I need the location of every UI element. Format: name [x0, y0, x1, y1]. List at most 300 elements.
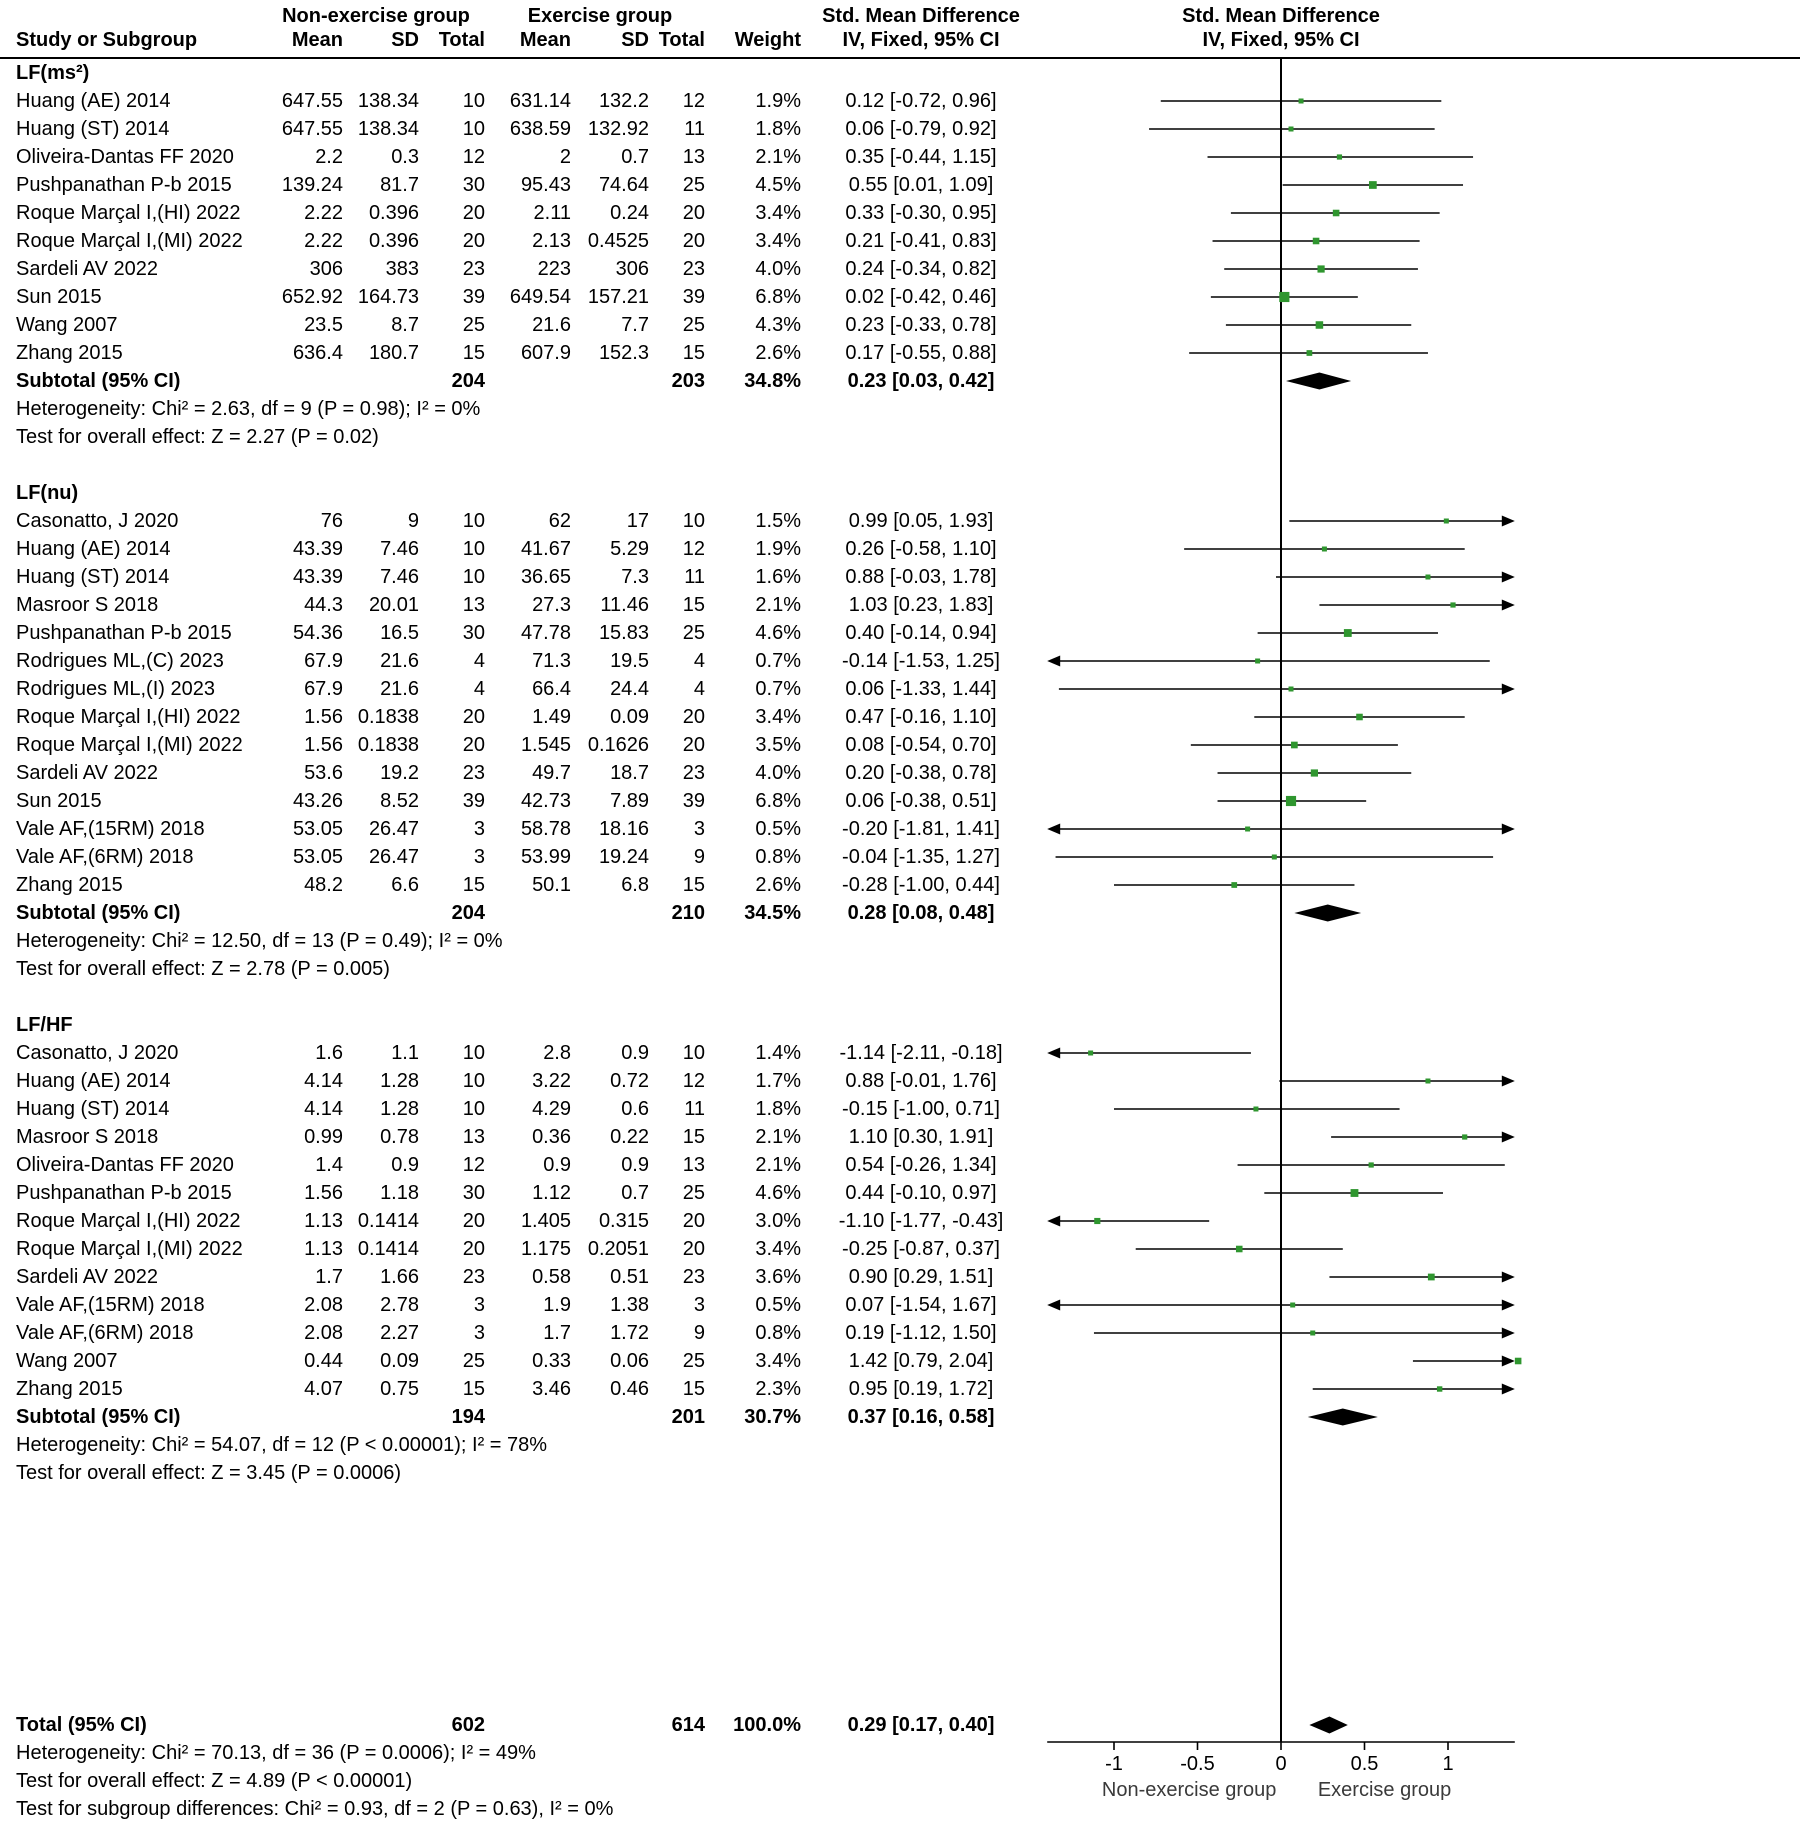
smd-ci-text: 0.55 [0.01, 1.09] [848, 174, 994, 196]
table-header [0, 0, 1800, 59]
col-header-ci-method: IV, Fixed, 95% CI [842, 29, 1000, 51]
exercise-mean: 631.14 [509, 90, 571, 112]
exercise-mean: 2.8 [543, 1042, 571, 1064]
exercise-mean: 21.6 [532, 314, 571, 336]
control-mean: 0.99 [304, 1126, 343, 1148]
ci-plot-svg [1036, 759, 1800, 787]
exercise-mean: 66.4 [532, 678, 571, 700]
control-sd: 138.34 [357, 118, 419, 140]
col-header-weight: Weight [734, 29, 801, 51]
exercise-mean: 58.78 [520, 818, 571, 840]
ci-plot-svg [1036, 591, 1800, 619]
ci-plot [1036, 1235, 1800, 1263]
study-row [0, 871, 1800, 899]
exercise-total: 12 [682, 90, 705, 112]
arrow-left [1047, 1048, 1060, 1059]
smd-ci-text: 0.99 [0.05, 1.93] [848, 510, 994, 532]
weight: 2.3% [755, 1378, 801, 1400]
exercise-total: 15 [682, 342, 705, 364]
control-total: 194 [451, 1406, 485, 1428]
ci-plot [1036, 731, 1800, 759]
weight: 0.5% [755, 818, 801, 840]
point-estimate-marker [1322, 547, 1327, 552]
effect-test-note [0, 1459, 1800, 1487]
point-estimate-marker [1444, 519, 1449, 524]
control-total: 12 [462, 1154, 485, 1176]
control-total: 10 [462, 566, 485, 588]
ci-plot-svg [1036, 1067, 1800, 1095]
point-estimate-marker [1316, 321, 1324, 329]
subgroup-differences-note [0, 1795, 1800, 1823]
exercise-sd: 17 [626, 510, 649, 532]
exercise-total: 11 [684, 566, 705, 588]
ci-plot [1036, 87, 1800, 115]
ci-plot [1036, 647, 1800, 675]
smd-ci-text: 0.19 [-1.12, 1.50] [845, 1322, 997, 1344]
ci-plot [1036, 899, 1800, 927]
weight: 0.8% [755, 1322, 801, 1344]
point-estimate-marker [1425, 1079, 1430, 1084]
control-mean: 53.05 [292, 846, 343, 868]
study-name: Vale AF,(6RM) 2018 [16, 846, 194, 868]
subgroup-differences-note-text: Test for subgroup differences: Chi² = 0.93, df = 2 (P = 0.63), I² = 0% [16, 1798, 614, 1820]
exercise-mean: 0.33 [532, 1350, 571, 1372]
control-sd: 1.28 [380, 1098, 419, 1120]
study-row [0, 1291, 1800, 1319]
study-name: Casonatto, J 2020 [16, 510, 179, 532]
ci-plot-svg [1036, 115, 1800, 143]
ci-plot-svg [1036, 143, 1800, 171]
exercise-sd [576, 1403, 654, 1431]
smd-ci-text: 0.95 [0.19, 1.72] [848, 1378, 994, 1400]
ci-plot-svg [1036, 815, 1800, 843]
control-mean: 44.3 [304, 594, 343, 616]
subtotal-row [0, 899, 1800, 927]
effect-test-note [0, 955, 1800, 983]
ci-plot [1036, 339, 1800, 367]
weight: 4.0% [755, 258, 801, 280]
arrow-right [1502, 572, 1515, 583]
exercise-mean: 2.11 [533, 202, 571, 224]
arrow-right [1502, 516, 1515, 527]
ci-plot-svg [1036, 563, 1800, 591]
col-header-smd-values: Std. Mean Difference [822, 5, 1020, 27]
study-row [0, 703, 1800, 731]
ci-plot [1036, 871, 1800, 899]
heterogeneity-note-text: Heterogeneity: Chi² = 54.07, df = 12 (P < 0.00001); I² = 78% [16, 1434, 548, 1456]
ci-plot-svg [1036, 703, 1800, 731]
smd-ci-text: 0.26 [-0.58, 1.10] [845, 538, 997, 560]
control-mean: 4.14 [304, 1070, 343, 1092]
ci-plot-svg [1036, 1207, 1800, 1235]
ci-plot [1036, 1263, 1800, 1291]
control-mean: 1.6 [315, 1042, 343, 1064]
exercise-total: 20 [682, 1210, 705, 1232]
study-row [0, 311, 1800, 339]
control-total: 23 [462, 258, 485, 280]
control-mean: 2.22 [304, 230, 343, 252]
exercise-total: 12 [682, 1070, 705, 1092]
study-name: Pushpanathan P-b 2015 [16, 1182, 232, 1204]
control-mean: 306 [309, 258, 343, 280]
weight: 4.5% [755, 174, 801, 196]
study-name: Sardeli AV 2022 [16, 258, 158, 280]
study-name: Sun 2015 [16, 286, 102, 308]
col-header-ci-method-plot: IV, Fixed, 95% CI [1202, 29, 1360, 51]
study-row [0, 199, 1800, 227]
ci-plot-svg [1036, 1347, 1800, 1375]
control-total: 15 [462, 874, 485, 896]
effect-test-note-text: Test for overall effect: Z = 2.78 (P = 0.005) [16, 958, 390, 980]
control-mean: 1.56 [304, 734, 343, 756]
weight: 34.8% [744, 370, 801, 392]
control-sd: 0.1838 [357, 734, 419, 756]
study-row [0, 339, 1800, 367]
exercise-total: 12 [682, 538, 705, 560]
exercise-total: 23 [682, 1266, 705, 1288]
study-row [0, 227, 1800, 255]
control-total: 10 [462, 118, 485, 140]
ci-plot [1036, 199, 1800, 227]
ci-plot [1036, 367, 1800, 395]
weight: 4.6% [755, 1182, 801, 1204]
ci-plot-svg [1036, 675, 1800, 703]
control-total: 23 [462, 1266, 485, 1288]
exercise-sd: 7.7 [621, 314, 649, 336]
exercise-total: 25 [682, 1182, 705, 1204]
spacer-row [0, 1543, 1800, 1571]
ci-plot-svg [1036, 1039, 1800, 1067]
pooled-diamond [1294, 905, 1361, 922]
control-mean: 76 [320, 510, 343, 532]
study-name: Sardeli AV 2022 [16, 1266, 158, 1288]
study-row [0, 1235, 1800, 1263]
ci-plot [1036, 1179, 1800, 1207]
control-total: 12 [462, 146, 485, 168]
ci-plot [1036, 1151, 1800, 1179]
control-mean: 0.44 [304, 1350, 343, 1372]
point-estimate-marker [1369, 181, 1377, 189]
exercise-sd: 0.315 [598, 1210, 649, 1232]
control-total: 3 [473, 846, 485, 868]
control-sd: 1.66 [380, 1266, 419, 1288]
spacer-row [0, 1655, 1800, 1683]
x-tick-label: -0.5 [1180, 1753, 1215, 1775]
point-estimate-marker [1245, 827, 1250, 832]
exercise-sd: 1.72 [610, 1322, 649, 1344]
point-estimate-marker [1286, 796, 1296, 806]
smd-ci-text: 0.20 [-0.38, 0.78] [845, 762, 997, 784]
control-mean [262, 367, 348, 395]
study-name: Zhang 2015 [16, 1378, 123, 1400]
ci-plot [1036, 675, 1800, 703]
subgroup-header-row [0, 59, 1800, 87]
smd-ci-text: 0.28 [0.08, 0.48] [847, 902, 995, 924]
control-mean: 1.13 [304, 1238, 343, 1260]
ci-plot [1036, 591, 1800, 619]
control-total: 10 [462, 90, 485, 112]
exercise-mean: 4.29 [532, 1098, 571, 1120]
exercise-total: 201 [671, 1406, 705, 1428]
ci-plot-svg [1036, 619, 1800, 647]
study-name: Casonatto, J 2020 [16, 1042, 179, 1064]
ci-plot [1036, 759, 1800, 787]
col-header-study: Study or Subgroup [16, 29, 198, 51]
study-name: Vale AF,(6RM) 2018 [16, 1322, 194, 1344]
exercise-total: 210 [671, 902, 705, 924]
spacer-row [0, 983, 1800, 1011]
exercise-mean: 71.3 [532, 650, 571, 672]
exercise-total: 4 [693, 650, 705, 672]
subgroup-label: LF(ms²) [16, 62, 90, 84]
total-heterogeneity-note-text: Heterogeneity: Chi² = 70.13, df = 36 (P = 0.0006); I² = 49% [16, 1742, 536, 1764]
point-estimate-marker [1291, 742, 1298, 749]
exercise-mean: 62 [548, 510, 571, 532]
control-sd: 2.27 [380, 1322, 419, 1344]
header-column-row [0, 28, 1800, 55]
weight: 1.9% [755, 90, 801, 112]
point-estimate-marker [1356, 714, 1363, 721]
control-sd: 7.46 [380, 538, 419, 560]
control-total: 20 [462, 706, 485, 728]
study-name: Rodrigues ML,(C) 2023 [16, 650, 224, 672]
smd-ci-text: -0.20 [-1.81, 1.41] [842, 818, 1000, 840]
exercise-sd: 11.46 [600, 594, 649, 616]
col-header-smd-plot: Std. Mean Difference [1182, 5, 1380, 27]
study-name: Huang (ST) 2014 [16, 118, 170, 140]
control-total: 30 [462, 1182, 485, 1204]
col-header-nonexercise-group: Non-exercise group [282, 5, 470, 27]
weight: 0.7% [755, 678, 801, 700]
point-estimate-marker [1310, 1331, 1315, 1336]
ci-plot [1036, 1403, 1800, 1431]
col-header-sd-control: SD [391, 29, 419, 51]
ci-plot-svg [1036, 87, 1800, 115]
control-sd: 1.28 [380, 1070, 419, 1092]
control-sd: 0.3 [391, 146, 419, 168]
control-total: 23 [462, 762, 485, 784]
ci-plot-svg [1036, 1263, 1800, 1291]
subtotal-row [0, 367, 1800, 395]
ci-plot [1036, 283, 1800, 311]
control-mean: 4.07 [304, 1378, 343, 1400]
exercise-sd: 1.38 [610, 1294, 649, 1316]
col-header-sd-exercise: SD [621, 29, 649, 51]
exercise-total: 614 [671, 1714, 705, 1736]
smd-ci-text: 1.03 [0.23, 1.83] [848, 594, 994, 616]
exercise-total: 15 [682, 874, 705, 896]
effect-test-note [0, 423, 1800, 451]
control-sd [348, 899, 424, 927]
control-mean: 636.4 [292, 342, 343, 364]
weight: 1.4% [755, 1042, 801, 1064]
control-total: 20 [462, 1238, 485, 1260]
header-group-row [0, 0, 1800, 28]
ci-plot [1036, 1375, 1800, 1403]
smd-ci-text: 0.44 [-0.10, 0.97] [845, 1182, 997, 1204]
study-row [0, 283, 1800, 311]
ci-plot [1036, 227, 1800, 255]
study-row [0, 787, 1800, 815]
control-total: 13 [462, 1126, 485, 1148]
smd-ci-text: -0.14 [-1.53, 1.25] [842, 650, 1000, 672]
exercise-sd: 0.24 [610, 202, 649, 224]
control-sd: 7.46 [380, 566, 419, 588]
smd-ci-text: -0.28 [-1.00, 0.44] [842, 874, 1000, 896]
study-name: Roque Marçal I,(MI) 2022 [16, 1238, 243, 1260]
study-name: Huang (ST) 2014 [16, 566, 170, 588]
control-mean: 1.4 [315, 1154, 343, 1176]
arrow-left [1047, 1300, 1060, 1311]
exercise-mean [490, 1711, 576, 1739]
study-row [0, 1151, 1800, 1179]
smd-ci-text: 0.07 [-1.54, 1.67] [845, 1294, 997, 1316]
ci-plot-svg [1036, 535, 1800, 563]
ci-plot-svg [1036, 1375, 1800, 1403]
pooled-label: Subtotal (95% CI) [16, 370, 181, 392]
weight: 3.5% [755, 734, 801, 756]
study-row [0, 87, 1800, 115]
total-effect-test-note-text: Test for overall effect: Z = 4.89 (P < 0.00001) [16, 1770, 413, 1792]
control-sd: 20.01 [368, 594, 419, 616]
control-mean: 48.2 [304, 874, 343, 896]
exercise-mean: 36.65 [520, 566, 571, 588]
col-header-mean-exercise: Mean [519, 29, 571, 51]
ci-plot-svg [1036, 1179, 1800, 1207]
exercise-sd: 24.4 [610, 678, 649, 700]
control-sd: 0.9 [391, 1154, 419, 1176]
exercise-sd [576, 367, 654, 395]
control-total: 10 [462, 1070, 485, 1092]
x-tick-label: -1 [1105, 1753, 1123, 1775]
table-body [0, 59, 1800, 1823]
smd-ci-text: -0.04 [-1.35, 1.27] [842, 846, 1000, 868]
exercise-sd: 0.46 [610, 1378, 649, 1400]
control-mean: 53.05 [292, 818, 343, 840]
weight: 34.5% [744, 902, 801, 924]
exercise-total: 25 [682, 314, 705, 336]
exercise-sd: 0.06 [610, 1350, 649, 1372]
spacer-row [0, 1599, 1800, 1627]
ci-plot [1036, 703, 1800, 731]
exercise-mean: 1.175 [520, 1238, 571, 1260]
total-row [0, 1711, 1800, 1739]
control-sd: 0.396 [368, 202, 419, 224]
study-row [0, 1347, 1800, 1375]
study-name: Oliveira-Dantas FF 2020 [16, 1154, 234, 1176]
control-mean: 1.56 [304, 1182, 343, 1204]
pooled-label: Total (95% CI) [16, 1714, 147, 1736]
arrow-right [1502, 600, 1515, 611]
ci-plot [1036, 1067, 1800, 1095]
ci-plot-svg [1036, 843, 1800, 871]
control-total: 39 [462, 286, 485, 308]
study-row [0, 731, 1800, 759]
control-total: 10 [462, 538, 485, 560]
study-row [0, 647, 1800, 675]
ci-plot [1036, 1095, 1800, 1123]
arrow-left [1047, 1216, 1060, 1227]
smd-ci-text: 0.40 [-0.14, 0.94] [845, 622, 997, 644]
smd-ci-text: 0.90 [0.29, 1.51] [848, 1266, 994, 1288]
control-mean: 1.7 [315, 1266, 343, 1288]
exercise-total: 20 [682, 230, 705, 252]
exercise-mean: 0.58 [532, 1266, 571, 1288]
smd-ci-text: -0.25 [-0.87, 0.37] [842, 1238, 1000, 1260]
control-mean: 2.2 [315, 146, 343, 168]
study-name: Pushpanathan P-b 2015 [16, 174, 232, 196]
exercise-mean: 1.405 [520, 1210, 571, 1232]
point-estimate-marker [1313, 238, 1320, 245]
study-name: Masroor S 2018 [16, 594, 159, 616]
exercise-total: 20 [682, 1238, 705, 1260]
ci-plot [1036, 507, 1800, 535]
spacer-row [0, 1515, 1800, 1543]
weight: 6.8% [755, 286, 801, 308]
exercise-sd: 306 [615, 258, 649, 280]
weight: 0.5% [755, 1294, 801, 1316]
ci-plot [1036, 563, 1800, 591]
study-name: Wang 2007 [16, 1350, 118, 1372]
ci-plot [1036, 843, 1800, 871]
ci-plot [1036, 311, 1800, 339]
total-heterogeneity-note [0, 1739, 1800, 1767]
total-effect-test-note [0, 1767, 1800, 1795]
ci-plot-svg [1036, 255, 1800, 283]
control-sd: 180.7 [368, 342, 419, 364]
control-mean: 54.36 [292, 622, 343, 644]
arrow-right [1502, 1384, 1515, 1395]
ci-plot-svg [1036, 339, 1800, 367]
point-estimate-marker [1299, 99, 1304, 104]
exercise-total: 4 [693, 678, 705, 700]
exercise-sd: 132.92 [587, 118, 649, 140]
ci-plot [1036, 143, 1800, 171]
control-total: 204 [451, 902, 485, 924]
study-name: Rodrigues ML,(I) 2023 [16, 678, 215, 700]
control-sd: 81.7 [380, 174, 419, 196]
ci-plot-svg [1036, 899, 1800, 927]
study-row [0, 1123, 1800, 1151]
effect-test-note-text: Test for overall effect: Z = 2.27 (P = 0.02) [16, 426, 379, 448]
subgroup-label: LF(nu) [16, 482, 79, 504]
pooled-label: Subtotal (95% CI) [16, 902, 181, 924]
control-total: 4 [473, 678, 485, 700]
control-total: 20 [462, 230, 485, 252]
smd-ci-text: 0.88 [-0.03, 1.78] [845, 566, 997, 588]
control-sd: 164.73 [357, 286, 419, 308]
exercise-total: 10 [682, 510, 705, 532]
point-estimate-marker [1094, 1218, 1100, 1224]
control-sd: 26.47 [368, 818, 419, 840]
study-row [0, 507, 1800, 535]
exercise-mean: 41.67 [520, 538, 571, 560]
weight: 4.3% [755, 314, 801, 336]
ci-plot-svg [1036, 871, 1800, 899]
exercise-sd: 0.22 [610, 1126, 649, 1148]
exercise-mean: 3.22 [532, 1070, 571, 1092]
weight: 0.7% [755, 650, 801, 672]
ci-plot-svg [1036, 199, 1800, 227]
weight: 2.6% [755, 342, 801, 364]
control-mean: 2.08 [304, 1294, 343, 1316]
point-estimate-marker [1279, 292, 1289, 302]
smd-ci-text: 0.08 [-0.54, 0.70] [845, 734, 997, 756]
weight: 1.5% [755, 510, 801, 532]
axis-left-label: Non-exercise group [1101, 1779, 1277, 1801]
study-row [0, 815, 1800, 843]
weight: 1.8% [755, 118, 801, 140]
